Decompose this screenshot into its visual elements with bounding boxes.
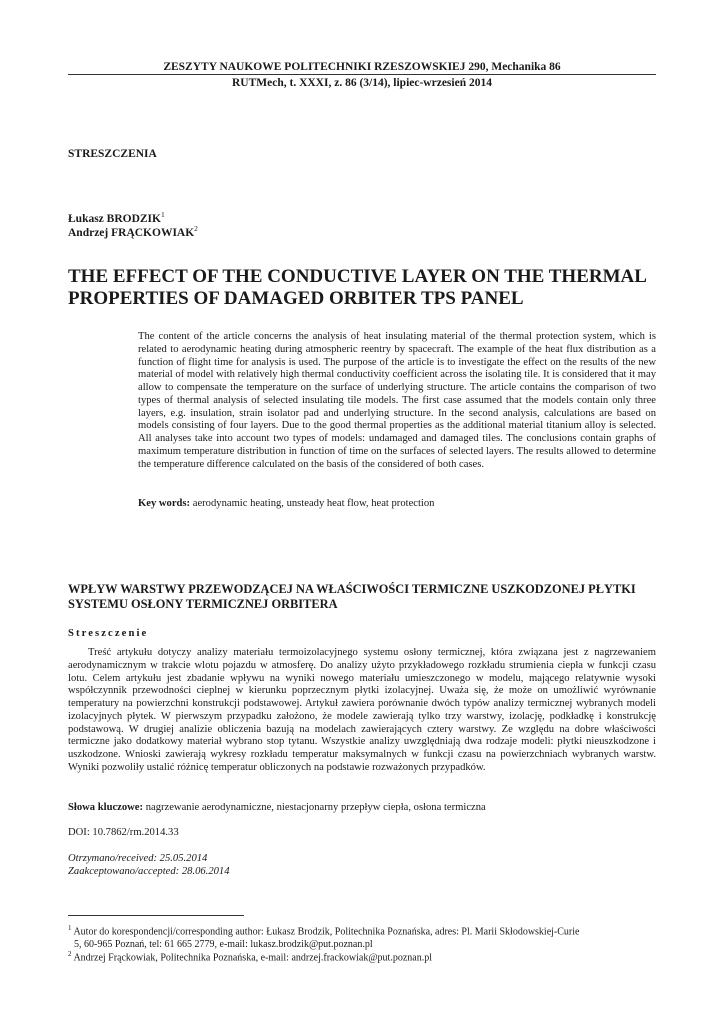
author-footnote-mark: 1 xyxy=(160,210,165,219)
keywords xyxy=(138,497,656,510)
polish-keywords-label: Słowa kluczowe: xyxy=(68,802,144,813)
dates xyxy=(68,852,230,878)
paper-title: THE EFFECT OF THE CONDUCTIVE LAYER ON THE THERMAL PROPERTIES OF DAMAGED ORBITER TPS PANEL xyxy=(68,266,646,309)
footnote-text: Andrzej Frąckowiak, Politechnika Poznańska, e-mail: andrzej.frackowiak@put.poznan.pl xyxy=(73,952,432,964)
keywords-label: Key words: xyxy=(138,498,191,509)
footnote-text-continued: 5, 60-965 Poznań, tel: 61 665 2779, e-mail: lukasz.brodzik@put.poznan.pl xyxy=(74,938,373,950)
received-date: Otrzymano/received: 25.05.2014 xyxy=(68,853,208,864)
polish-keywords xyxy=(68,801,656,814)
footnote-rule xyxy=(68,915,244,916)
polish-section-label: Streszczenie xyxy=(68,628,149,639)
header-rule xyxy=(68,74,656,75)
accepted-date: Zaakceptowano/accepted: 28.06.2014 xyxy=(68,866,230,877)
footnote-1 xyxy=(68,922,656,951)
journal-header-line1: ZESZYTY NAUKOWE POLITECHNIKI RZESZOWSKIEJ 290, Mechanika 86 xyxy=(163,61,561,73)
doi: DOI: 10.7862/rm.2014.33 xyxy=(68,827,179,838)
polish-abstract-text: Treść artykułu dotyczy analizy materiału termoizolacyjnego systemu osłony termicznej, która związana jest z nagrzewaniem aerodynamicznym w trakcie wlotu pojazdu w atmosferę. Do analizy użyto przykładowego rozkładu strumienia ciepła w funkcji czasu lotu. Celem artykułu jest zbadanie wpływu na wyniki nowego materiału umieszczonego w modelu, mającego relatywnie wysoki współczynnik przewodności cieplnej w kierunku poprzecznym płytki izolacyjnej. Uważa się, że może on umożliwić wyrównanie temperatury na powierzchni konstrukcji podstawowej. Artykuł zawiera porównanie dwóch typów analizy termicznej wybranych modeli izolacyjnych płytek. W pierwszym przypadku założono, że modele zawierają tylko trzy warstwy, izolację, podkładkę i konstrukcję podstawową. W drugiej analizie obliczenia bazują na modelach zawierających cztery warstwy. Ze względu na dobre właściwości termiczne jako dodatkowy materiał wybrano stop tytanu. Wszystkie analizy uwzględniają dwa rodzaje modeli: płytki nieuszkodzone i uszkodzone. Wnioski zawierają wykresy rozkładu temperatur maksymalnych w funkcji czasu na powierzchniach wybranych warstw. Wyniki pozwoliły ustalić różnicę temperatur obliczonych na podstawie rozważonych przypadków. xyxy=(68,647,656,773)
author-name: Łukasz BRODZIK xyxy=(68,212,161,225)
footnote-number: 2 xyxy=(68,950,72,958)
author-name: Andrzej FRĄCKOWIAK xyxy=(68,226,195,239)
author-2 xyxy=(68,222,198,240)
footnote-2 xyxy=(68,948,656,965)
author-footnote-mark: 2 xyxy=(194,224,198,233)
section-label: STRESZCZENIA xyxy=(68,148,157,160)
footnote-number: 1 xyxy=(68,924,72,932)
journal-header-line2: RUTMech, t. XXXI, z. 86 (3/14), lipiec-wrzesień 2014 xyxy=(232,77,492,89)
abstract-text: The content of the article concerns the analysis of heat insulating material of the thermal protection system, which is related to aerodynamic heating during atmospheric reentry by spacecraft. The example of the heat flux distribution as a function of flight time for analysis is used. The purpose of the article is to investigate the effect on the results of the new material of model with relatively high thermal conductivity coefficient across the isolating tile. It is considered that it may allow to compensate the temperature on the surface of underlying structure. The article contains the comparison of two types of thermal analysis of selected insulating tile models. The first case assumed that the models contain only three layers, e.g. insulation, strain isolator pad and underlying structure. In the second analysis, calculations are based on models consisting of four layers. Due to the good thermal properties as the additional material titanium alloy is selected. All analyses take into account two types of models: undamaged and damaged tiles. The conclusions contain graphs of maximum temperature distribution in function of time on the surfaces of selected layers. The results allowed to determine the temperature difference calculated on the basis of the considered of both cases. xyxy=(138,331,656,470)
polish-title: WPŁYW WARSTWY PRZEWODZĄCEJ NA WŁAŚCIWOŚCI TERMICZNE USZKODZONEJ PŁYTKI SYSTEMU OSŁONY TERMICZNEJ ORBITERA xyxy=(68,582,636,611)
keywords-text: aerodynamic heating, unsteady heat flow, heat protection xyxy=(192,498,435,509)
footnote-text: Autor do korespondencji/corresponding author: Łukasz Brodzik, Politechnika Poznańska, adres: Pl. Marii Skłodowskiej-Curie xyxy=(73,926,580,938)
polish-keywords-text: nagrzewanie aerodynamiczne, niestacjonarny przepływ ciepła, osłona termiczna xyxy=(145,802,486,813)
